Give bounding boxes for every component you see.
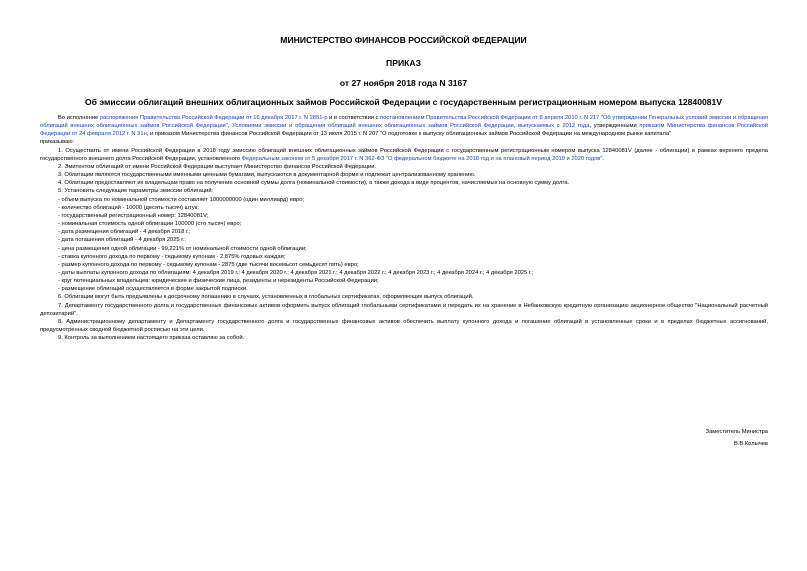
item-1-text: 1. Осуществить от имени Российской Федерации в 2018 году эмиссию облигаций внешних облигационных займов Российской Федерации с государственным регистрационным номером выпуска 12840081V (далее - облигации) в рамках верхнего предела государственного внешнего долга Российской Федерации, установленного [40, 147, 768, 162]
parameter-line: - государственный регистрационный номер: 12840081V; [58, 212, 209, 219]
federal-law-362-link[interactable]: Федеральным законом от 5 декабря 2017 г. N 362-ФЗ "О федеральном бюджете на 2018 год и на плановый период 2019 и 2020 годов" [241, 155, 603, 162]
order-31n-link[interactable]: приказом Министерства финансов Российской Федерации от 24 февраля 2012 г. N 31н [40, 123, 768, 138]
parameter-line: - даты выплаты купонного дохода по облигациям: 4 декабря 2019 г.; 4 декабря 2020 г.; 4 декабря 2021 г.; 4 декабря 2022 г.; 4 декабря 2023 г.; 4 декабря 2024 г.; 4 декабря 2025 г.; [58, 269, 534, 276]
parameter-line: - дата погашения облигаций - 4 декабря 2025 г.; [58, 237, 186, 244]
signatory-position: Заместитель Министра [705, 429, 768, 435]
decree-2851-link[interactable]: распоряжения Правительства Российской Федерации от 16 декабря 2017 г. N 2851-р [99, 115, 328, 121]
parameter-line: - номинальная стоимость одной облигации 100000 (сто тысяч) евро; [58, 221, 242, 228]
preamble-text: и в соответствии с [327, 115, 381, 121]
item-paragraph: 9. Контроль за выполнением настоящего приказа оставляю за собой. [58, 335, 245, 342]
preamble-text: , утвержденными [589, 123, 640, 130]
parameter-line: - количество облигаций - 10000 (десять тысяч) штук; [58, 204, 199, 211]
order-title-heading: Об эмиссии облигаций внешних облигационных займов Российской Федерации с государственным регистрационным номером выпуска 12840081V [84, 97, 723, 107]
preamble-text: Во исполнение [58, 115, 100, 121]
parameter-line: - размещение облигаций осуществляется в форме закрытой подписки. [58, 286, 248, 293]
item-1-text: . [602, 155, 605, 162]
preamble-paragraph [40, 114, 768, 138]
order-type-heading: ПРИКАЗ [386, 58, 421, 68]
parameter-line: - цена размещения одной облигации - 99,221% от номинальной стоимости одной облигации; [58, 245, 307, 252]
preamble-text: , [227, 123, 233, 130]
order-body [40, 114, 768, 342]
parameter-line: - объем выпуска по номинальной стоимости составляет 1000000000 (один миллиард) евро; [58, 196, 305, 203]
resolution-217-link[interactable]: постановлением Правительства Российской Федерации от 8 апреля 2010 г. N 217 "Об утверждении Генеральных условий эмиссии и обращения облигаций внешних облигационных займов Российской Федерации" [40, 115, 768, 130]
item-paragraph: 2. Эмитентом облигаций от имени Российской Федерации выступает Министерство финансов Российской Федерации. [58, 163, 377, 170]
ministry-heading: МИНИСТЕРСТВО ФИНАНСОВ РОССИЙСКОЙ ФЕДЕРАЦИИ [280, 35, 527, 45]
emission-conditions-link[interactable]: Условиями эмиссии и обращения облигаций внешних облигационных займов Российской Федерации, выпускаемых с 2012 года [232, 123, 590, 130]
preamble-text: , и приказом Министерства финансов Российской Федерации от 13 июля 2015 г. N 207 "О подготовке к выпуску облигационных займов Российской Федерации на международном рынке капитала" [146, 131, 672, 138]
parameter-line: - размер купонного дохода по первому - седьмому купонам - 2875 (две тысячи восемьсот семьдесят пять) евро; [58, 261, 359, 268]
order-date-heading: от 27 ноября 2018 года N 3167 [339, 78, 468, 88]
item-paragraph: 3. Облигации являются государственными именными ценными бумагами, выпускаются в документарной форме и подлежат централизованному хранению. [58, 172, 476, 179]
parameter-line: - ставка купонного дохода по первому - седьмому купонам - 2,875% годовых каждая; [58, 253, 286, 260]
item-paragraph: 8. Администрационному департаменту и Департаменту государственного долга и государственных финансовых активов обеспечить выплату купонного дохода и погашение облигаций в установленные сроки и в пределах бюджетных ассигнований, предусмотренных сводной бюджетной росписью на эти цели. [40, 318, 768, 334]
item-paragraph: 7. Департаменту государственного долга и государственных финансовых активов оформить выпуск облигаций глобальными сертификатами и передать их на хранение в Небанковскую кредитную организацию акционерное общество "Национальный расчетный депозитарий". [40, 302, 768, 317]
parameter-line: - круг потенциальных владельцев: юридические и физические лица, резиденты и нерезиденты Российской Федерации; [58, 278, 379, 285]
item-paragraph: 4. Облигации предоставляют их владельцам право на получение основной суммы долга (номинальной стоимости), а также дохода в виде процентов, начисляемых на основную сумму долга. [58, 180, 570, 187]
item-paragraph: 6. Облигации могут быть предъявлены к досрочному погашению в случаях, установленных в глобальных сертификатах, оформляющих выпуск облигаций. [58, 294, 474, 301]
item-paragraph: 5. Установить следующие параметры эмиссии облигаций: [58, 188, 214, 195]
parameter-line: - дата размещения облигаций - 4 декабря 2018 г.; [58, 229, 191, 236]
ordered-line: приказываю: [40, 139, 75, 146]
item-paragraph [40, 147, 768, 163]
signatory-name: В.В.Колычев [733, 441, 768, 447]
